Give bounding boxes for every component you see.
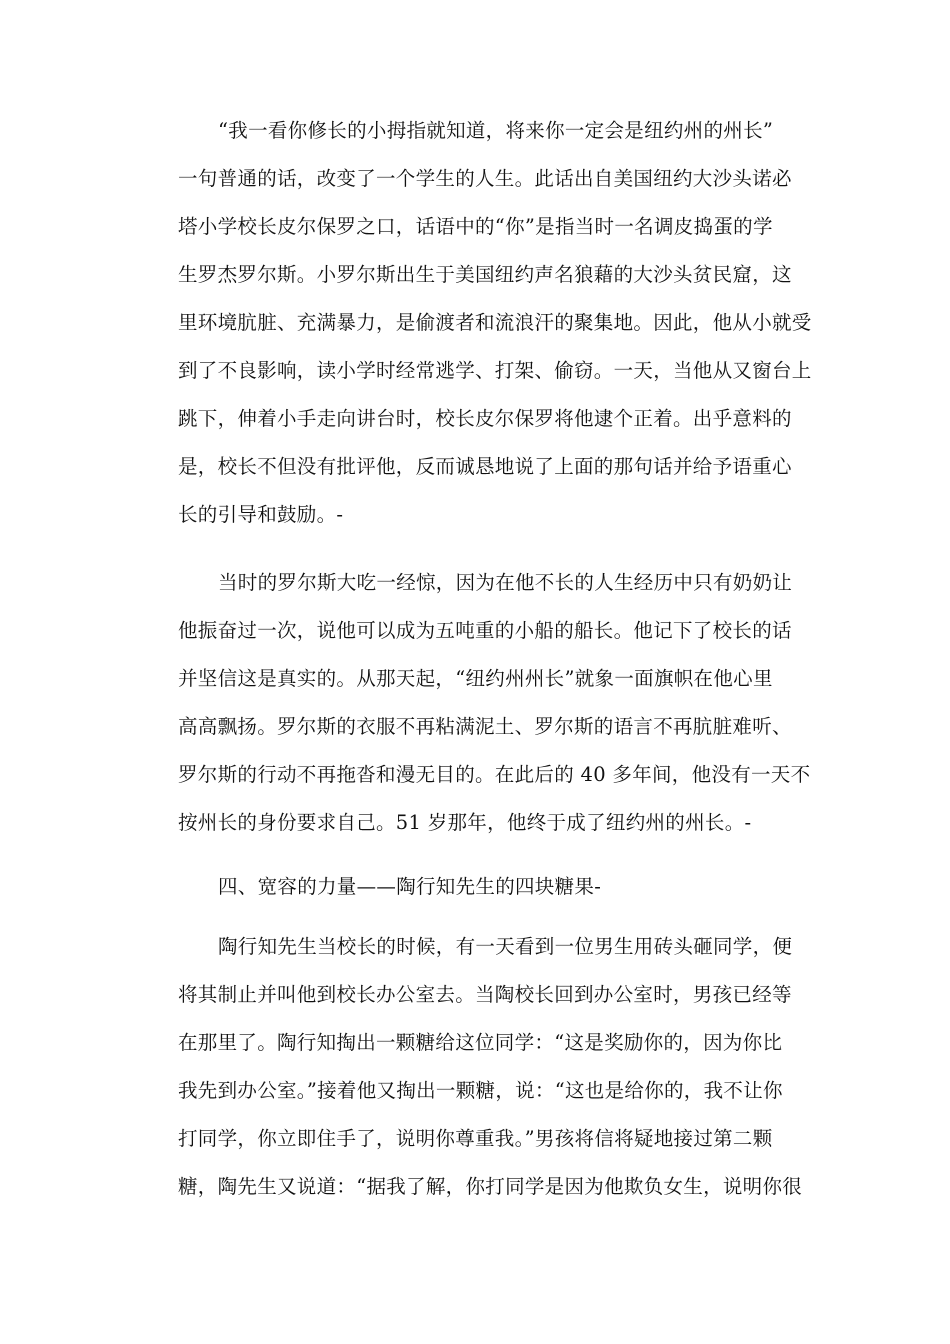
paragraph-3 bbox=[178, 923, 803, 1211]
text-line: 我先到办公室。”接着他又掏出一颗糖，说：“这也是给你的，我不让你 bbox=[178, 1079, 783, 1102]
paragraph-2 bbox=[178, 559, 811, 847]
paragraph-1 bbox=[178, 107, 812, 539]
text-line: 跳下，伸着小手走向讲台时，校长皮尔保罗将他逮个正着。出乎意料的 bbox=[178, 407, 792, 430]
text-line: 生罗杰罗尔斯。小罗尔斯出生于美国纽约声名狼藉的大沙头贫民窟，这 bbox=[178, 263, 792, 286]
text-line: 陶行知先生当校长的时候，有一天看到一位男生用砖头砸同学，便 bbox=[218, 935, 793, 958]
text-line: 长的引导和鼓励。- bbox=[178, 503, 344, 526]
heading-line: 四、宽容的力量——陶行知先生的四块糖果- bbox=[218, 875, 602, 898]
text-line: 是，校长不但没有批评他，反而诚恳地说了上面的那句话并给予语重心 bbox=[178, 455, 792, 478]
text-line: 按州长的身份要求自己。51 岁那年，他终于成了纽约州的州长。- bbox=[178, 811, 752, 834]
text-line: 罗尔斯的行动不再拖沓和漫无目的。在此后的 40 多年间，他没有一天不 bbox=[178, 763, 811, 786]
text-line: 将其制止并叫他到校长办公室去。当陶校长回到办公室时，男孩已经等 bbox=[178, 983, 792, 1006]
text-line: 在那里了。陶行知掏出一颗糖给这位同学：“这是奖励你的，因为你比 bbox=[178, 1031, 783, 1054]
text-line: 到了不良影响，读小学时经常逃学、打架、偷窃。一天，当他从又窗台上 bbox=[178, 359, 812, 382]
text-line: 高高飘扬。罗尔斯的衣服不再粘满泥土、罗尔斯的语言不再肮脏难听、 bbox=[178, 715, 792, 738]
text-line: 打同学，你立即住手了，说明你尊重我。”男孩将信将疑地接过第二颗 bbox=[178, 1127, 773, 1150]
text-line: 当时的罗尔斯大吃一经惊，因为在他不长的人生经历中只有奶奶让 bbox=[218, 571, 793, 594]
section-heading bbox=[178, 863, 768, 911]
text-line: 他振奋过一次，说他可以成为五吨重的小船的船长。他记下了校长的话 bbox=[178, 619, 792, 642]
text-line: “我一看你修长的小拇指就知道，将来你一定会是纽约州的州长” bbox=[218, 119, 774, 142]
text-line: 塔小学校长皮尔保罗之口，话语中的“你”是指当时一名调皮捣蛋的学 bbox=[178, 215, 773, 238]
text-line: 并坚信这是真实的。从那天起，“纽约州州长”就象一面旗帜在他心里 bbox=[178, 667, 773, 690]
text-line: 里环境肮脏、充满暴力，是偷渡者和流浪汗的聚集地。因此，他从小就受 bbox=[178, 311, 812, 334]
text-line: 糖，陶先生又说道：“据我了解，你打同学是因为他欺负女生，说明你很 bbox=[178, 1175, 803, 1198]
text-line: 一句普通的话，改变了一个学生的人生。此话出自美国纽约大沙头诺必 bbox=[178, 167, 792, 190]
